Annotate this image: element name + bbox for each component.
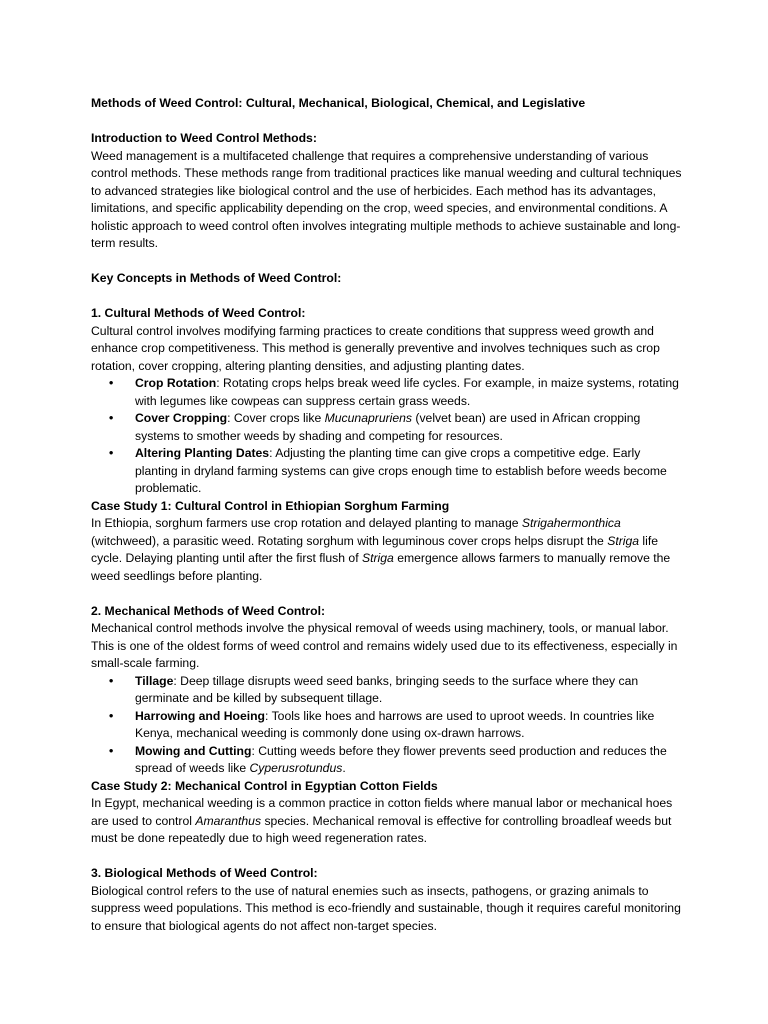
species-name: Striga: [607, 533, 640, 548]
bullet-text: : Adjusting the planting time can give crops a competitive edge. Early planting in dryland farming systems can give crops enough time to establish before weeds become problematic.: [135, 446, 667, 495]
bullet-text: : Deep tillage disrupts weed seed banks, bringing seeds to the surface where they can germinate and be killed by subsequent tillage.: [135, 673, 639, 705]
bullet-tillage: [135, 673, 683, 708]
bullet-harrowing-hoeing: [135, 708, 683, 743]
bullet-term: Tillage: [135, 673, 174, 688]
bullet-mowing-cutting: [135, 743, 683, 778]
spacer: [91, 585, 683, 603]
bullet-text: : Rotating crops helps break weed life cycles. For example, in maize systems, rotating with legumes like cowpeas can suppress certain grass weeds.: [135, 376, 679, 408]
biological-heading: 3. Biological Methods of Weed Control:: [91, 866, 318, 880]
spacer: [91, 253, 683, 271]
biological-paragraph: Biological control refers to the use of natural enemies such as insects, pathogens, or grazing animals to suppress weed populations. This method is eco-friendly and sustainable, though it requires careful monitoring to ensure that biological agents do not affect non-target species.: [91, 883, 681, 933]
document-body: [91, 95, 683, 935]
case-text: (witchweed), a parasitic weed. Rotating sorghum with leguminous cover crops helps disrupt the: [91, 533, 608, 548]
bullet-text: : Tools like hoes and harrows are used to uproot weeds. In countries like Kenya, mechanical weeding is commonly done using ox-drawn harrows.: [135, 708, 655, 740]
mechanical-heading: 2. Mechanical Methods of Weed Control:: [91, 603, 326, 618]
case-study-1-paragraph: [91, 515, 683, 585]
bullet-text: .: [342, 761, 346, 775]
bullet-text: : Cover crops like: [227, 411, 325, 425]
bullet-term: Altering Planting Dates: [135, 446, 270, 460]
species-name: Strigahermonthica: [521, 516, 621, 530]
spacer: [91, 848, 683, 866]
bullet-altering-planting-dates: [135, 445, 683, 498]
bullet-text: (velvet bean) are used in African cropping systems to smother weeds by shading and competing for resources.: [135, 411, 641, 443]
bullet-cover-cropping: [135, 410, 683, 445]
cultural-paragraph: Cultural control involves modifying farming practices to create conditions that suppress weed growth and enhance crop competitiveness. This method is generally preventive and involves techniques such as crop rotation, cover cropping, altering planting densities, and adjusting planting dates.: [91, 323, 660, 373]
case-study-2-heading: Case Study 2: Mechanical Control in Egyptian Cotton Fields: [91, 778, 438, 793]
case-text: In Ethiopia, sorghum farmers use crop rotation and delayed planting to manage: [91, 516, 522, 530]
spacer: [91, 288, 683, 306]
species-name: Cyperusrotundus: [249, 761, 343, 775]
intro-paragraph: Weed management is a multifaceted challenge that requires a comprehensive understanding of various control methods. These methods range from traditional practices like manual weeding and cultural techniques to advanced strategies like biological control and the use of herbicides. Each method has its advantages, limitations, and specific applicability depending on the crop, weed species, and environmental conditions. A holistic approach to weed control often involves integrating multiple methods to achieve sustainable and long-term results.: [91, 148, 682, 250]
bullet-text: : Cutting weeds before they flower prevents seed production and reduces the spread of weeds like: [135, 743, 667, 775]
bullet-term: Crop Rotation: [135, 376, 217, 390]
case-study-2-paragraph: [91, 795, 683, 848]
case-text: emergence allows farmers to manually remove the weed seedlings before planting.: [91, 551, 671, 583]
bullet-term: Mowing and Cutting: [135, 743, 252, 758]
intro-heading: Introduction to Weed Control Methods:: [91, 131, 317, 145]
case-study-1-heading: Case Study 1: Cultural Control in Ethiopian Sorghum Farming: [91, 498, 450, 513]
mechanical-bullet-list: [91, 673, 683, 778]
species-name: Striga: [361, 551, 394, 565]
cultural-bullet-list: [91, 375, 683, 498]
case-text: In Egypt, mechanical weeding is a common practice in cotton fields where manual labor or mechanical hoes are used to control: [91, 796, 673, 828]
mechanical-paragraph: Mechanical control methods involve the physical removal of weeds using machinery, tools, or manual labor. This is one of the oldest forms of weed control and remains widely used due to its effectiveness, especially in small-scale farming.: [91, 621, 678, 670]
species-name: Mucunapruriens: [324, 411, 413, 425]
bullet-term: Harrowing and Hoeing: [135, 708, 266, 723]
spacer: [91, 113, 683, 131]
case-text: life cycle. Delaying planting until after the first flush of: [91, 533, 658, 565]
document-title: Methods of Weed Control: Cultural, Mechanical, Biological, Chemical, and Legislative: [91, 96, 586, 110]
species-name: Amaranthus: [195, 813, 262, 828]
bullet-term: Cover Cropping: [135, 411, 228, 425]
key-concepts-heading: Key Concepts in Methods of Weed Control:: [91, 271, 342, 285]
case-text: species. Mechanical removal is effective for controlling broadleaf weeds but must be done repeatedly due to high weed regeneration rates.: [91, 813, 672, 845]
bullet-crop-rotation: [135, 375, 683, 410]
cultural-heading: 1. Cultural Methods of Weed Control:: [91, 306, 306, 320]
